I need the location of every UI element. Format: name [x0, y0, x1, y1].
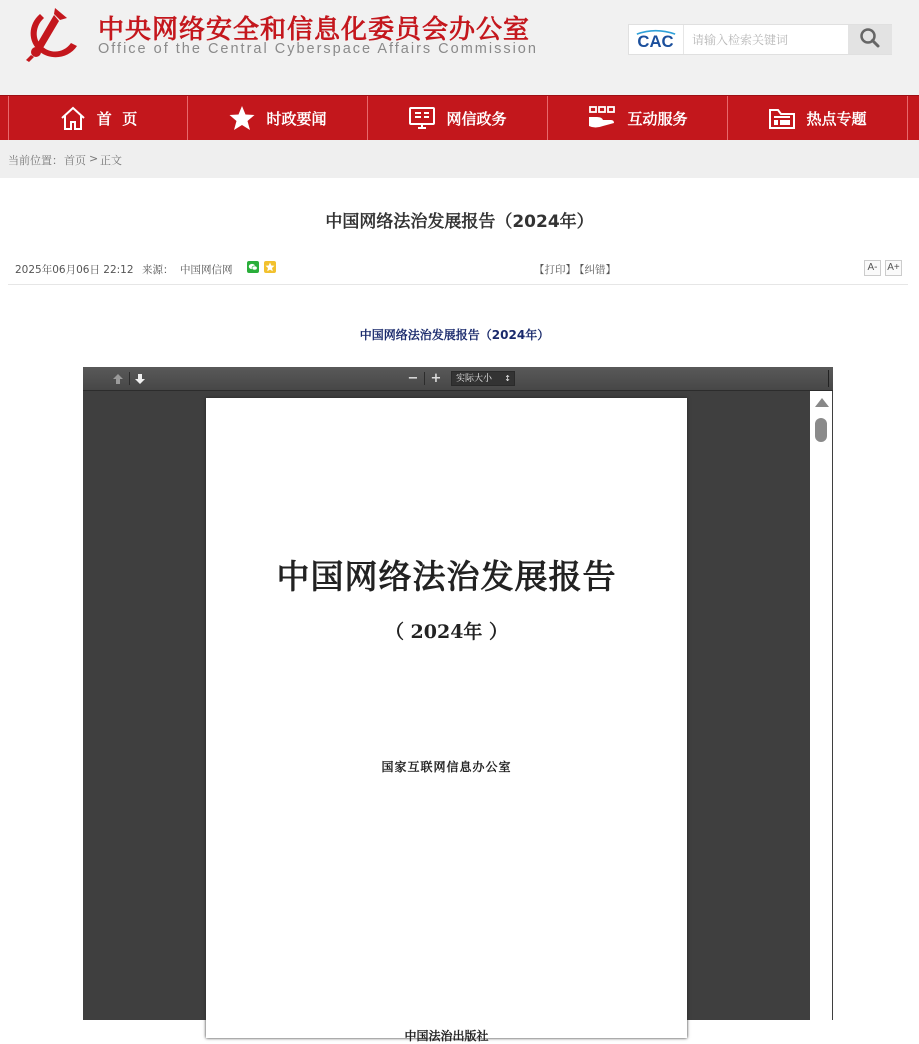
folder-icon: [768, 105, 796, 131]
nav-label: 热点专题: [806, 109, 867, 128]
source-name: 中国网信网: [180, 264, 233, 276]
nav-label: 互动服务: [627, 109, 688, 128]
nav-label: 首 页: [96, 109, 138, 128]
next-page-button[interactable]: [133, 370, 147, 387]
print-link[interactable]: 【打印】: [534, 264, 576, 276]
nav-item-home[interactable]: [8, 96, 188, 140]
article-title: 中国网络法治发展报告（2024年）: [325, 212, 594, 232]
publish-date: 2025年06月06日 22:12: [15, 264, 134, 276]
breadcrumb-prefix: 当前位置：: [8, 154, 63, 167]
correction-link[interactable]: 【纠错】: [574, 264, 616, 276]
font-decrease-button[interactable]: A-: [864, 260, 881, 276]
nav-item-news[interactable]: [188, 96, 368, 140]
select-arrows-icon: ↕: [504, 374, 511, 383]
search-box: [628, 24, 892, 55]
arrow-down-icon: [134, 373, 146, 385]
nav-item-government[interactable]: [368, 96, 548, 140]
nav-item-topics[interactable]: [728, 96, 908, 140]
wechat-share-icon[interactable]: [247, 261, 259, 273]
pdf-scrollbar[interactable]: [810, 391, 832, 1020]
search-button[interactable]: [848, 25, 892, 54]
pdf-toolbar: [83, 367, 833, 391]
breadcrumb: [0, 140, 919, 178]
article-subtitle: 中国网络法治发展报告（2024年）: [359, 328, 550, 342]
main-nav: [0, 95, 919, 140]
search-icon: [859, 27, 881, 49]
font-increase-button[interactable]: A+: [885, 260, 902, 276]
home-icon: [59, 105, 87, 131]
report-organization: 国家互联网信息办公室: [381, 760, 512, 774]
star-icon: [228, 105, 256, 131]
scroll-up-arrow-icon[interactable]: [815, 398, 829, 407]
article-meta: [8, 258, 908, 285]
report-title: 中国网络法治发展报告: [276, 557, 617, 596]
zoom-in-button[interactable]: +: [430, 371, 442, 386]
site-title-cn[interactable]: 中央网络安全和信息化委员会办公室: [98, 15, 531, 45]
scrollbar-thumb[interactable]: [815, 418, 827, 442]
pdf-page: [206, 398, 687, 1043]
breadcrumb-separator: >: [89, 152, 99, 165]
report-publisher: 中国法治出版社: [404, 1029, 489, 1043]
arrow-up-icon: [112, 373, 124, 385]
zoom-select[interactable]: [451, 371, 515, 386]
pdf-viewer[interactable]: [83, 367, 833, 1043]
previous-page-button[interactable]: [111, 370, 125, 387]
breadcrumb-home-link[interactable]: 首页: [64, 154, 86, 167]
qzone-share-icon[interactable]: [264, 261, 276, 273]
zoom-out-button[interactable]: −: [407, 371, 419, 386]
party-emblem-icon[interactable]: [24, 6, 80, 62]
zoom-value: 实际大小: [456, 374, 493, 384]
nav-label: 时政要闻: [266, 109, 327, 128]
site-title-en[interactable]: Office of the Central Cyberspace Affairs Commission: [98, 41, 538, 57]
site-header: [0, 0, 919, 95]
cac-logo: [629, 25, 684, 54]
monitor-icon: [408, 105, 436, 131]
report-year: （ 2024年 ）: [384, 621, 509, 643]
nav-item-services[interactable]: [548, 96, 728, 140]
svg-text:CAC: CAC: [637, 31, 674, 51]
source-label: 来源：: [142, 264, 174, 276]
breadcrumb-current: 正文: [100, 154, 122, 167]
search-input[interactable]: [685, 25, 847, 54]
nav-label: 网信政务: [446, 109, 507, 128]
hands-icon: [587, 105, 617, 131]
